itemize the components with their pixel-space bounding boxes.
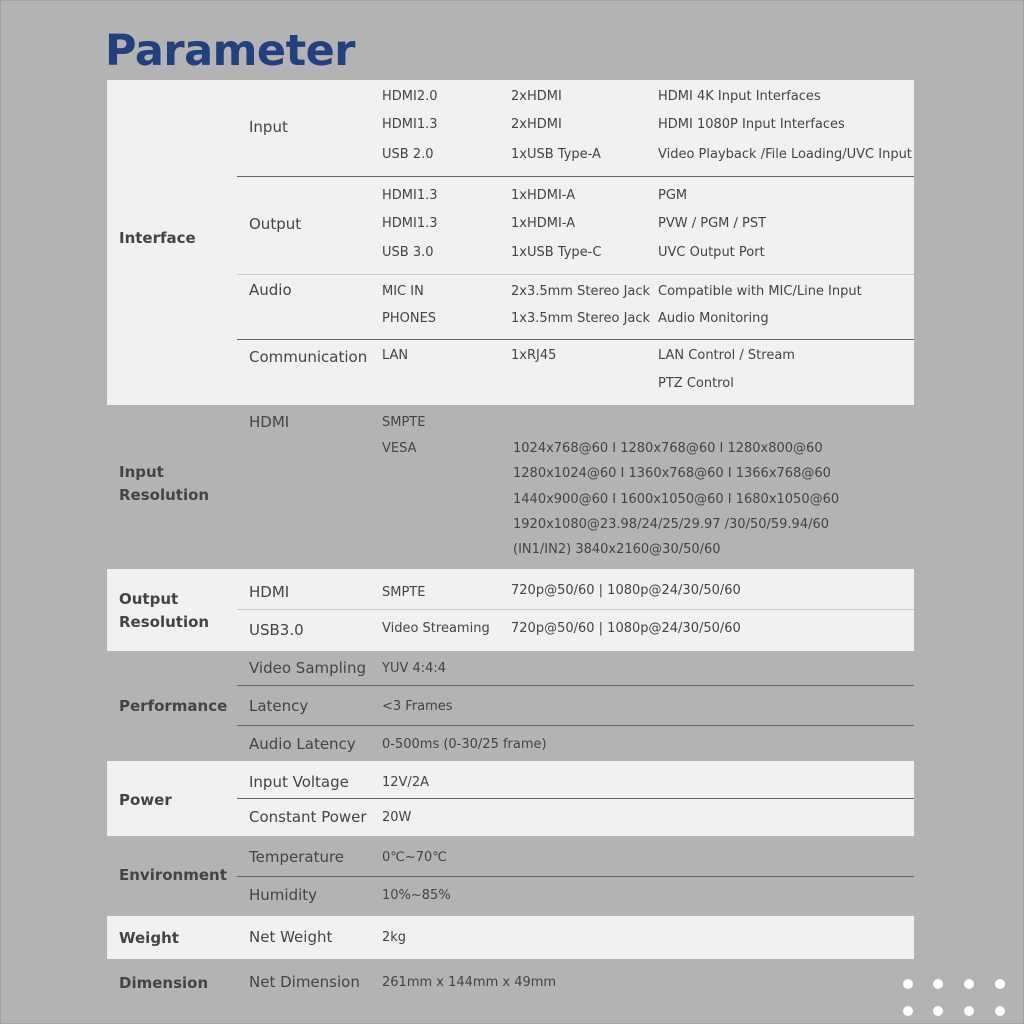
output-resolution-label: Output Resolution (119, 590, 210, 631)
net-dimension-label: Net Dimension (249, 973, 360, 991)
divider (237, 274, 914, 275)
performance-label: Performance (119, 697, 228, 715)
dot-icon (903, 979, 913, 989)
environment-label: Environment (119, 866, 227, 884)
divider (237, 339, 914, 340)
divider (237, 685, 914, 686)
divider (237, 725, 914, 726)
resolution-line: 1024x768@60 I 1280x768@60 I 1280x800@60 (513, 441, 823, 456)
net-weight-value: 2kg (382, 930, 407, 945)
interface-label: Interface (119, 229, 196, 247)
power-label: Power (119, 791, 172, 809)
divider (237, 876, 914, 877)
resolution-line: 1280x1024@60 I 1360x768@60 I 1366x768@60 (513, 466, 831, 481)
divider (237, 176, 914, 177)
input-resolution-label: Input Resolution (119, 463, 210, 504)
dot-icon (933, 1006, 943, 1016)
input-sublabel: Input (249, 118, 288, 136)
audio-sublabel: Audio (249, 281, 292, 299)
net-weight-label: Net Weight (249, 928, 333, 946)
divider (237, 798, 914, 799)
net-dimension-value: 261mm x 144mm x 49mm (382, 975, 557, 990)
dimension-label: Dimension (119, 974, 209, 992)
dimension-section (107, 959, 914, 1009)
dot-icon (995, 1006, 1005, 1016)
dot-icon (933, 979, 943, 989)
power-section: Power Input Voltage 12V/2A Constant Power 20W (107, 761, 914, 836)
output-sublabel: Output (249, 215, 302, 233)
output-resolution-section: Output Resolution HDMI SMPTE 720p@50/60 | 1080p@24/30/50/60 USB3.0 Video Streaming 720p@50/60 | 1080p@24/30/50/60 (107, 569, 914, 651)
weight-label: Weight (119, 929, 179, 947)
smpte-label: SMPTE (382, 415, 426, 430)
performance-section: Performance Video Sampling YUV 4:4:4 Latency <3 Frames Audio Latency 0-500ms (0-30/25 frame) (107, 651, 914, 761)
hdmi-sublabel: HDMI (249, 413, 290, 431)
divider (237, 609, 914, 610)
environment-section: Environment Temperature 0℃~70℃ Humidity 10%~85% (107, 836, 914, 916)
resolution-line: 1440x900@60 I 1600x1050@60 I 1680x1050@60 (513, 492, 840, 507)
dot-icon (995, 979, 1005, 989)
input-resolution-section (107, 405, 914, 568)
dot-icon (903, 1006, 913, 1016)
vesa-label: VESA (382, 441, 417, 456)
weight-section (107, 916, 914, 959)
resolution-line: 1920x1080@23.98/24/25/29.97 /30/50/59.94/60 (513, 517, 830, 532)
interface-section: Interface Input HDMI2.0 2xHDMI HDMI 4K Input Interfaces HDMI1.3 2xHDMI HDMI 1080P Input Interfaces USB 2.0 1xUSB Type-A Video Playback /File Loading/UVC Input Output HDMI1.3 1xHDMI-A PGM HDMI1.3 1xHDMI-A PVW / PGM / PST USB 3.0 1xUSB Type-C UVC Output Port Audio MIC IN 2x3.5mm Stereo Jack Compatible with MIC/Line Input PHONES 1x3.5mm Stereo Jack Audio Monitoring Communication LAN 1xRJ45 LAN Control / Stream PTZ Control (107, 80, 914, 405)
resolution-line: (IN1/IN2) 3840x2160@30/50/60 (513, 542, 721, 557)
dot-icon (964, 1006, 974, 1016)
decorative-dots (898, 974, 1018, 1022)
page-title: Parameter (105, 26, 355, 76)
dot-icon (964, 979, 974, 989)
communication-sublabel: Communication (249, 348, 368, 366)
